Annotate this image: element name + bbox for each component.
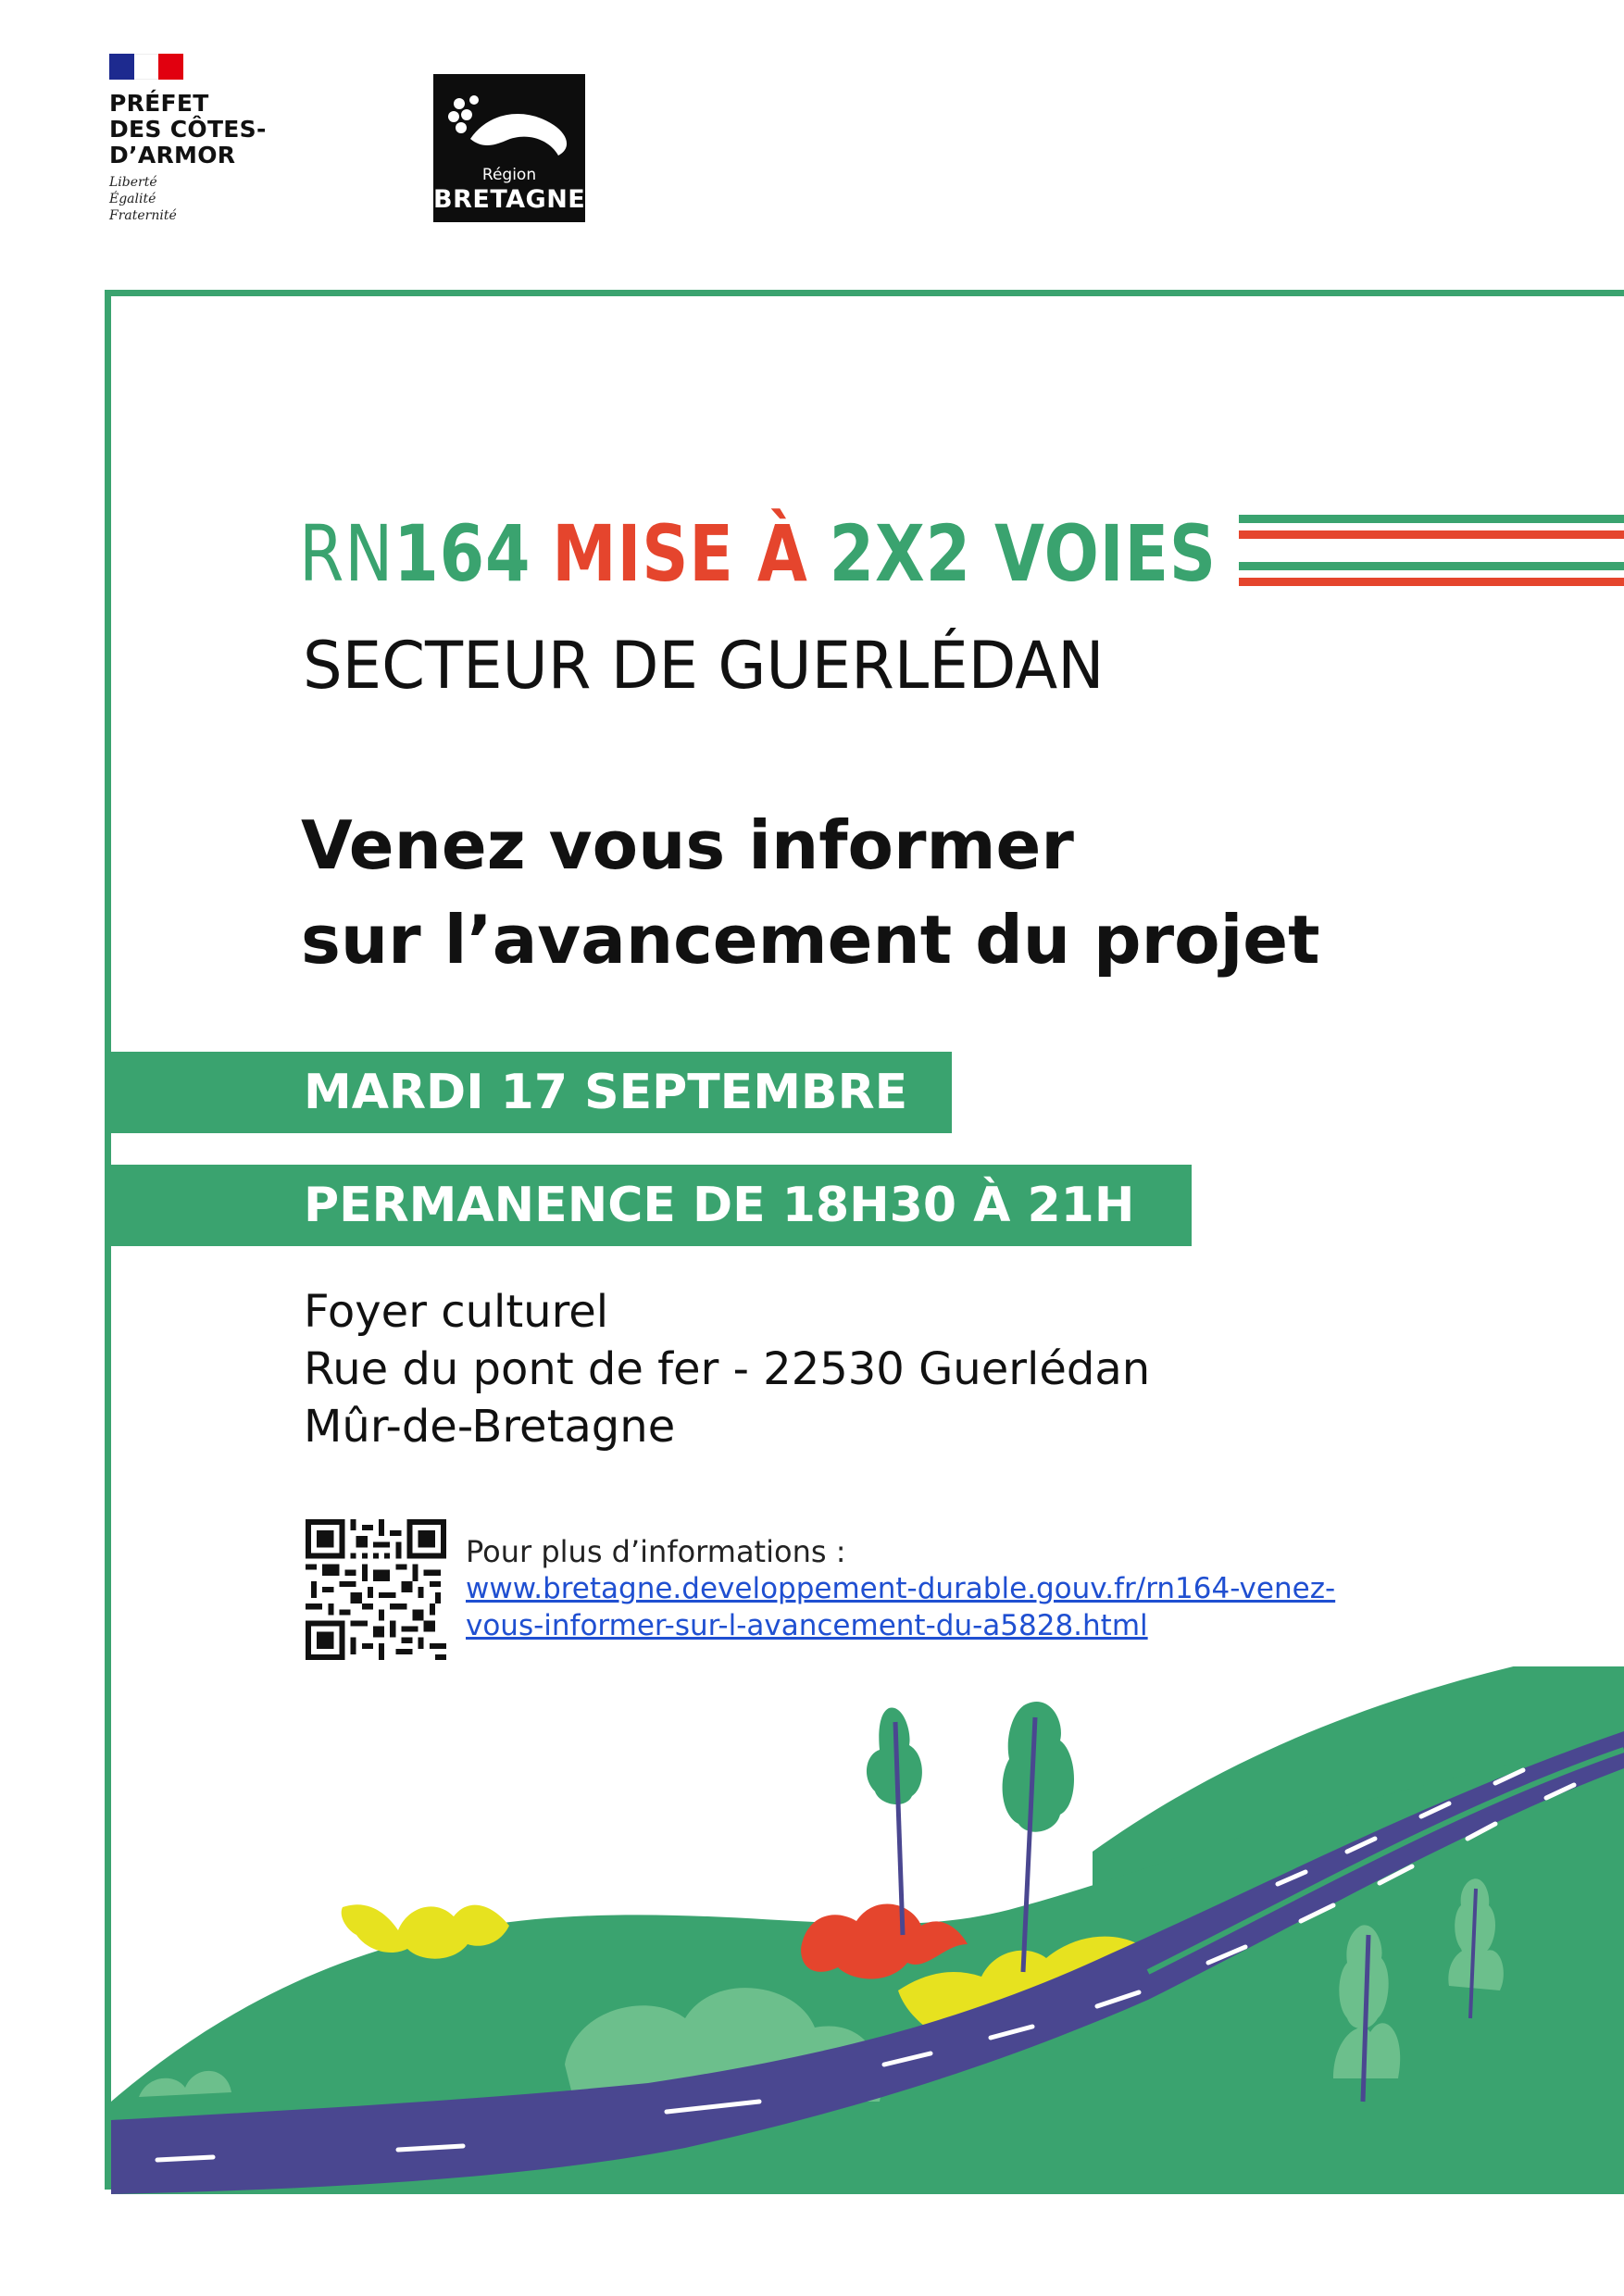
info-link-line-2[interactable]: vous-informer-sur-l-avancement-du-a5828.html [466,1609,1148,1642]
prefet-devise: Liberté Égalité Fraternité [109,175,177,223]
road-landscape-illustration [0,1666,1624,2194]
title-stripe-green-2 [1239,562,1624,570]
title-voies: 2X2 VOIES [829,508,1217,599]
ermine-bird-icon [433,74,585,167]
event-address [304,1283,1150,1455]
address-line-1: Foyer culturel [304,1286,609,1338]
headline-line-1: Venez vous informer [301,806,1074,884]
title-rn: RN [299,508,394,599]
address-line-2: Rue du pont de fer - 22530 Guerlédan [304,1343,1151,1395]
event-hours: PERMANENCE DE 18H30 À 21H [304,1178,1135,1233]
prefet-logo [109,54,294,224]
title-stripe-red-2 [1239,578,1624,586]
tree-icon [867,1707,922,1935]
info-label: Pour plus d’informations : [466,1534,846,1569]
headline [301,798,1320,987]
page-subtitle: SECTEUR DE GUERLÉDAN [303,628,1105,704]
title-stripe-green-1 [1239,515,1624,523]
title-stripe-red-1 [1239,530,1624,539]
prefet-name: PRÉFET DES CÔTES- D’ARMOR [109,90,267,168]
info-block [466,1533,1335,1644]
address-line-3: Mûr-de-Bretagne [304,1401,676,1453]
title-number: 164 [394,508,531,599]
region-bretagne-logo [433,74,585,222]
headline-line-2: sur l’avancement du projet [301,901,1320,979]
title-mise: MISE À [552,508,808,599]
page-title [299,507,1217,600]
hours-band [105,1165,1192,1246]
event-date: MARDI 17 SEPTEMBRE [304,1065,908,1120]
info-link-line-1[interactable]: www.bretagne.developpement-durable.gouv.fr/rn164-venez- [466,1572,1336,1605]
region-name: BRETAGNE [433,185,586,214]
region-label: Région [481,166,537,184]
date-band [105,1052,952,1133]
qr-code-icon[interactable] [306,1519,446,1660]
marianne-flag-icon [109,54,183,80]
